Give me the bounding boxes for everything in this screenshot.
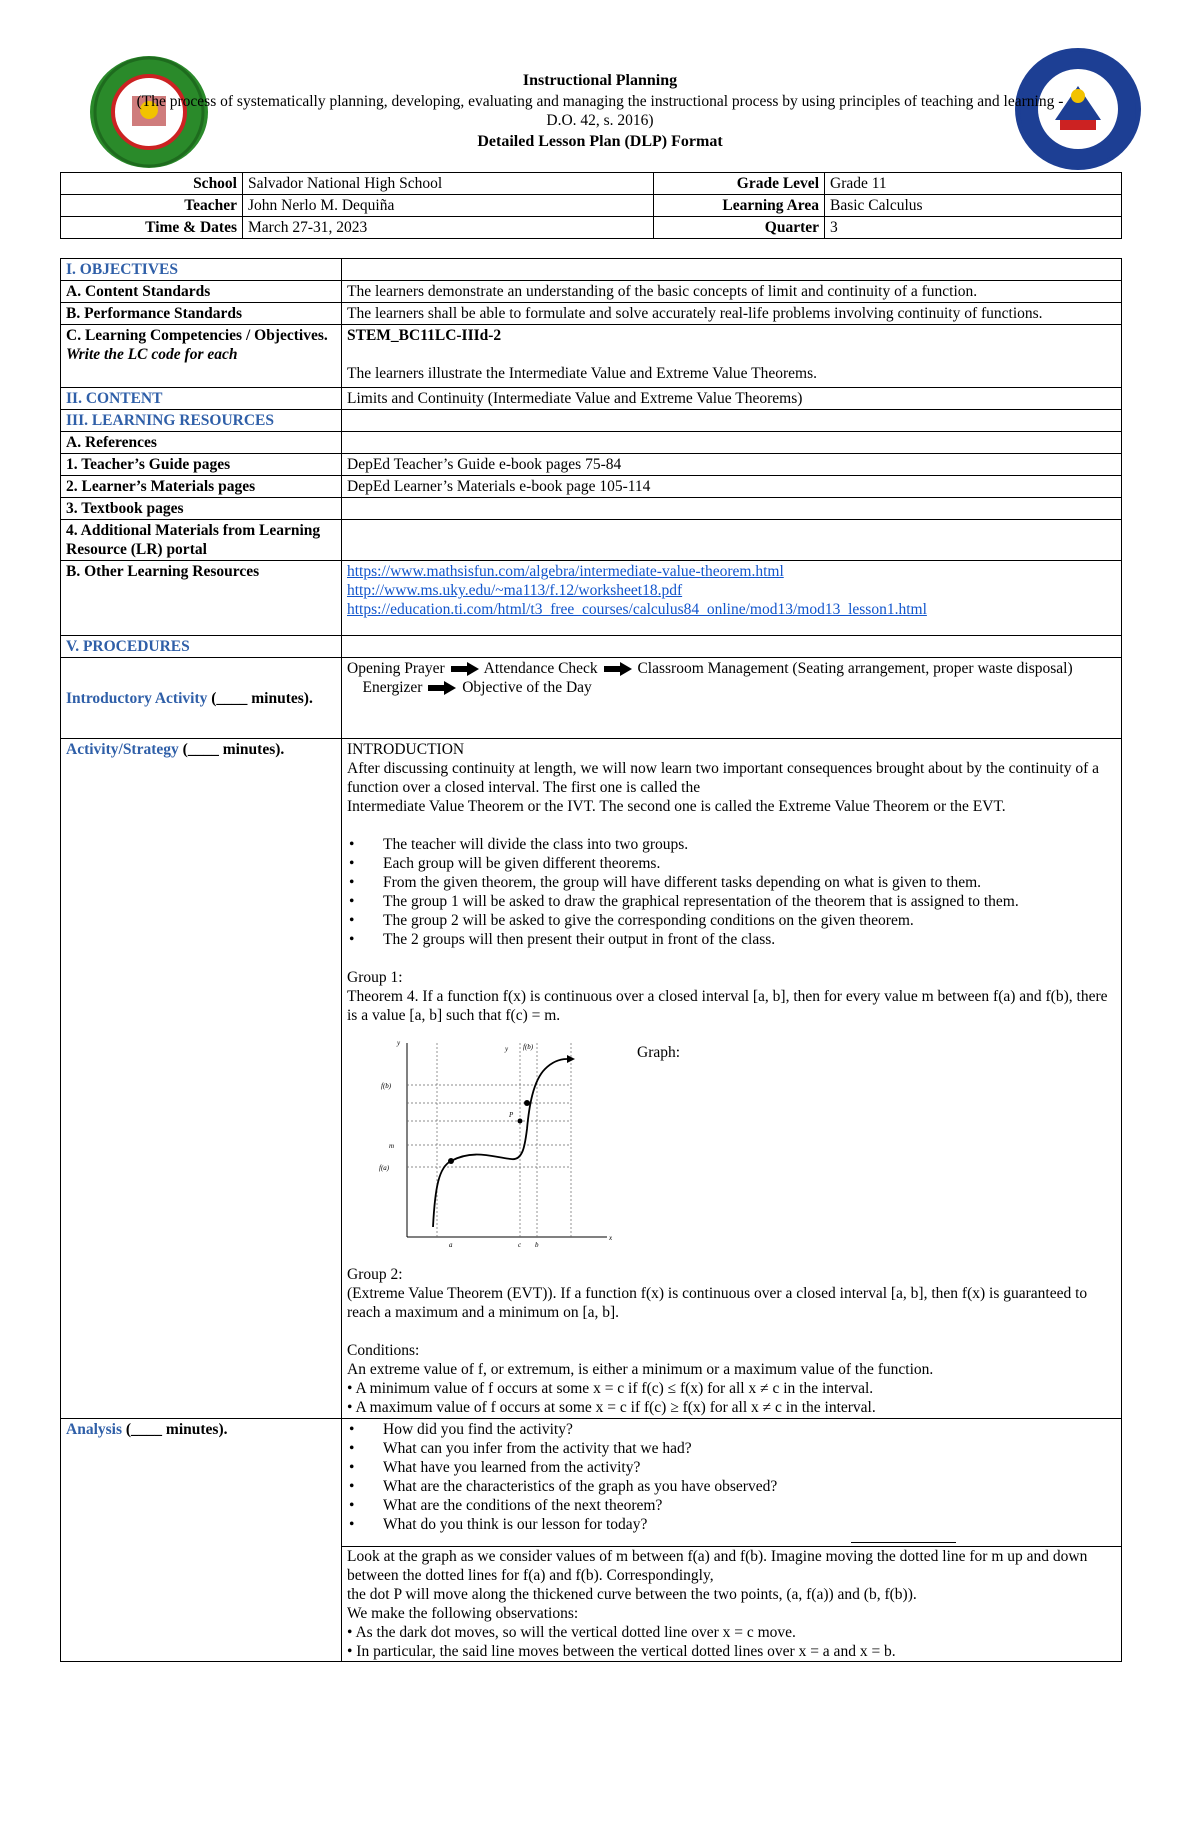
header-description-ref: D.O. 42, s. 2016) bbox=[546, 112, 654, 129]
textbook-label: 3. Textbook pages bbox=[61, 498, 342, 520]
min-condition: • A minimum value of f occurs at some x = c if f(c) ≤ f(x) for all x ≠ c in the interval. bbox=[347, 1380, 874, 1397]
intro-activity-label: Introductory Activity bbox=[66, 689, 208, 707]
arrow-icon bbox=[604, 663, 632, 675]
list-item: • What do you think is our lesson for today? bbox=[347, 1515, 1116, 1534]
grade-value: Grade 11 bbox=[825, 173, 1122, 195]
teachers-guide-label: 1. Teacher’s Guide pages bbox=[61, 454, 342, 476]
analysis-minutes: (____ minutes). bbox=[125, 1421, 228, 1438]
graph-a-label: a bbox=[449, 1241, 453, 1249]
graph-b-label: b bbox=[535, 1241, 539, 1249]
teacher-value: John Nerlo M. Dequiña bbox=[243, 195, 654, 217]
point-p bbox=[518, 1119, 523, 1124]
school-label: School bbox=[61, 173, 243, 195]
area-label: Learning Area bbox=[654, 195, 825, 217]
content-value: Limits and Continuity (Intermediate Value and Extreme Value Theorems) bbox=[342, 388, 1122, 410]
additional-materials-label: 4. Additional Materials from Learning Resource (LR) portal bbox=[61, 520, 342, 561]
header-description: (The process of systematically planning, developing, evaluating and managing the instructional process by using principles of teaching and learning - bbox=[136, 93, 1064, 110]
learners-materials-value: DepEd Learner’s Materials e-book page 105-114 bbox=[342, 476, 1122, 498]
list-item: • What are the conditions of the next theorem? bbox=[347, 1496, 1116, 1515]
learners-materials-label: 2. Learner’s Materials pages bbox=[61, 476, 342, 498]
observation-1: • As the dark dot moves, so will the vertical dotted line over x = c move. bbox=[347, 1624, 796, 1641]
graph-y-label: y bbox=[397, 1039, 401, 1047]
objectives-heading: I. OBJECTIVES bbox=[61, 259, 342, 281]
header-title: Instructional Planning bbox=[522, 72, 678, 89]
area-value: Basic Calculus bbox=[825, 195, 1122, 217]
references-label: A. References bbox=[61, 432, 342, 454]
list-item: • What have you learned from the activity? bbox=[347, 1458, 1116, 1477]
list-item: • What are the characteristics of the graph as you have observed? bbox=[347, 1477, 1116, 1496]
introduction-text: After discussing continuity at length, we will now learn two important consequences brought about by the continuity of a function over a closed interval. The first one is called the bbox=[347, 760, 1100, 796]
ivt-graph bbox=[375, 1037, 615, 1257]
procedures-heading: V. PROCEDURES bbox=[61, 636, 342, 658]
theorem4-text: Theorem 4. If a function f(x) is continuous over a closed interval [a, b], then for every value m between f(a) and f(b), there is a value [a, b] such that f(c) = m. bbox=[347, 988, 1108, 1024]
performance-standards-label: B. Performance Standards bbox=[61, 303, 342, 325]
other-resources-label: B. Other Learning Resources bbox=[61, 561, 342, 636]
introduction-heading: INTRODUCTION bbox=[347, 741, 465, 758]
resource-link-3[interactable]: https://education.ti.com/html/t3_free_courses/calculus84_online/mod13/mod13_lesson1.html bbox=[347, 601, 927, 618]
teachers-guide-value: DepEd Teacher’s Guide e-book pages 75-84 bbox=[342, 454, 1122, 476]
grade-label: Grade Level bbox=[654, 173, 825, 195]
graph-m-label: m bbox=[389, 1142, 395, 1150]
school-value: Salvador National High School bbox=[243, 173, 654, 195]
lesson-info-table bbox=[60, 172, 1122, 239]
performance-standards-value: The learners shall be able to formulate and solve accurately real-life problems involving continuity of functions. bbox=[342, 303, 1122, 325]
analysis-label: Analysis bbox=[66, 1421, 122, 1438]
quarter-label: Quarter bbox=[654, 217, 825, 239]
competency-text: The learners illustrate the Intermediate Value and Extreme Value Theorems. bbox=[347, 365, 817, 382]
observation-2: • In particular, the said line moves between the vertical dotted lines over x = a and x = b. bbox=[347, 1643, 896, 1660]
extremum-text: An extreme value of f, or extremum, is either a minimum or a maximum value of the function. bbox=[347, 1361, 934, 1378]
activity-bullets bbox=[347, 835, 1116, 949]
lc-code: STEM_BC11LC-IIId-2 bbox=[347, 327, 502, 344]
list-item: • The 2 groups will then present their output in front of the class. bbox=[347, 930, 1116, 949]
point-b bbox=[524, 1100, 530, 1106]
attendance-check: Attendance Check bbox=[483, 660, 598, 677]
intro-activity-minutes: (____ minutes). bbox=[211, 689, 313, 707]
competencies-note: Write the LC code for each bbox=[66, 346, 238, 363]
look-text-2: the dot P will move along the thickened curve between the two points, (a, f(a)) and (b, f(b)). bbox=[347, 1586, 917, 1603]
observations-label: We make the following observations: bbox=[347, 1605, 579, 1622]
content-standards-value: The learners demonstrate an understanding of the basic concepts of limit and continuity of a function. bbox=[342, 281, 1122, 303]
time-label: Time & Dates bbox=[61, 217, 243, 239]
activity-strategy-minutes: (____ minutes). bbox=[182, 741, 285, 758]
dlp-main-table bbox=[60, 258, 1122, 1662]
graph-fa-label: f(a) bbox=[379, 1164, 390, 1172]
classroom-management: Classroom Management (Seating arrangement, proper waste disposal) bbox=[637, 660, 1073, 677]
group1-label: Group 1: bbox=[347, 969, 403, 986]
list-item: • Each group will be given different theorems. bbox=[347, 854, 1116, 873]
energizer: Energizer bbox=[362, 679, 423, 696]
list-item: • The group 2 will be asked to give the corresponding conditions on the given theorem. bbox=[347, 911, 1116, 930]
list-item: • What can you infer from the activity that we had? bbox=[347, 1439, 1116, 1458]
analysis-bullets bbox=[347, 1420, 1116, 1534]
resource-link-2[interactable]: http://www.ms.uky.edu/~ma113/f.12/worksheet18.pdf bbox=[347, 582, 683, 599]
arrow-icon bbox=[451, 663, 479, 675]
teacher-label: Teacher bbox=[61, 195, 243, 217]
max-condition: • A maximum value of f occurs at some x = c if f(c) ≥ f(x) for all x ≠ c in the interval. bbox=[347, 1399, 876, 1416]
introduction-text-2: Intermediate Value Theorem or the IVT. The second one is called the Extreme Value Theorem or the EVT. bbox=[347, 798, 1006, 815]
graph-c-label: c bbox=[518, 1241, 522, 1249]
content-heading: II. CONTENT bbox=[61, 388, 342, 410]
graph-x-label: x bbox=[609, 1234, 613, 1242]
time-value: March 27-31, 2023 bbox=[243, 217, 654, 239]
content-standards-label: A. Content Standards bbox=[61, 281, 342, 303]
activity-strategy-label: Activity/Strategy bbox=[66, 741, 179, 758]
quarter-value: 3 bbox=[825, 217, 1122, 239]
resources-heading: III. LEARNING RESOURCES bbox=[61, 410, 342, 432]
curve bbox=[433, 1059, 567, 1227]
opening-prayer: Opening Prayer bbox=[347, 660, 445, 677]
point-a bbox=[448, 1158, 454, 1164]
graph-label: Graph: bbox=[637, 1044, 681, 1061]
list-item: • From the given theorem, the group will have different tasks depending on what is given to them. bbox=[347, 873, 1116, 892]
graph-y-top-label: y bbox=[505, 1045, 509, 1053]
list-item: • How did you find the activity? bbox=[347, 1420, 1116, 1439]
evt-text: (Extreme Value Theorem (EVT)). If a function f(x) is continuous over a closed interval [a, b], then f(x) is guaranteed to reach a maximum and a minimum on [a, b]. bbox=[347, 1285, 1088, 1321]
list-item: • The group 1 will be asked to draw the graphical representation of the theorem that is assigned to them. bbox=[347, 892, 1116, 911]
look-text: Look at the graph as we consider values of m between f(a) and f(b). Imagine moving the dotted line for m up and down between the dotted lines for f(a) and f(b). Correspondingly, bbox=[347, 1548, 1088, 1584]
objective-of-the-day: Objective of the Day bbox=[462, 679, 592, 696]
graph-fb-top-label: f(b) bbox=[523, 1043, 534, 1051]
group2-label: Group 2: bbox=[347, 1266, 403, 1283]
competencies-label: C. Learning Competencies / Objectives. bbox=[66, 327, 328, 344]
list-item: • The teacher will divide the class into two groups. bbox=[347, 835, 1116, 854]
format-title: Detailed Lesson Plan (DLP) Format bbox=[477, 133, 723, 150]
conditions-label: Conditions: bbox=[347, 1342, 420, 1359]
arrow-icon bbox=[428, 682, 456, 694]
graph-p-label: P bbox=[509, 1111, 514, 1119]
resource-link-1[interactable]: https://www.mathsisfun.com/algebra/intermediate-value-theorem.html bbox=[347, 563, 784, 580]
graph-fb-label: f(b) bbox=[381, 1082, 392, 1090]
